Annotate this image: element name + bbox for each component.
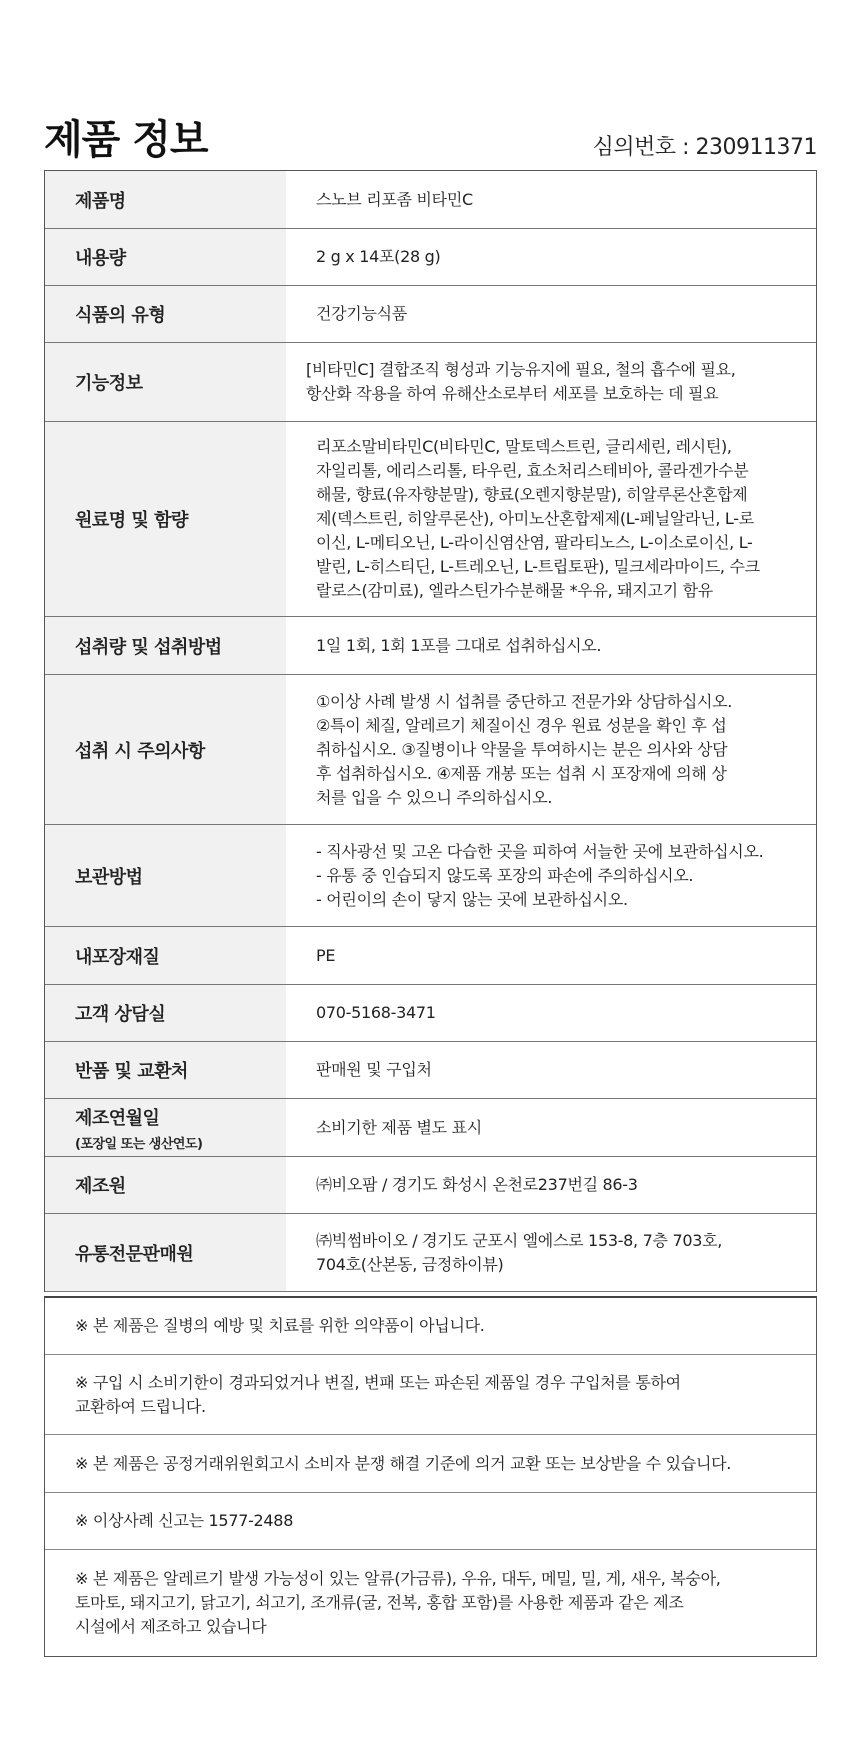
- row-value: ㈜비오팜 / 경기도 화성시 온천로237번길 86-3: [316, 1175, 638, 1194]
- row-label-cell: [45, 171, 286, 228]
- row-value: 리포소말비타민C(비타민C, 말토덱스트린, 글리세린, 레시틴), 자일리톨, 에리스리톨, 타우린, 효소처리스테비아, 콜라겐가수분 해물, 향료(유자향분말), 향료(오렌지향분말), 히알루론산혼합제 제(덱스트린, 히알루론산), 아미노산혼합제제(L-페닐알라닌, L-로 이신, L-메티오닌, L-라이신염산염, 팔라티노스, L-이소로이신, L- 발린, L-히스티딘, L-트레오닌, L-트립토판), 밀크세라마이드, 수크 랄로스(감미료), 엘라스틴가수분해물 *우유, 돼지고기 함유: [316, 437, 760, 600]
- row-value: [비타민C] 결합조직 형성과 기능유지에 필요, 철의 흡수에 필요, 항산화 작용을 하여 유해산소로부터 세포를 보호하는 데 필요: [306, 360, 736, 403]
- table-row-intake-method: [45, 617, 816, 675]
- row-value-cell: [286, 1042, 816, 1098]
- row-label: 제품명: [75, 190, 126, 212]
- row-label: 반품 및 교환처: [75, 1061, 188, 1082]
- row-value-cell: [286, 343, 816, 421]
- row-label: 식품의 유형: [75, 305, 166, 326]
- notice-item: [45, 1298, 816, 1355]
- row-value-cell: [286, 617, 816, 674]
- review-number: 심의번호 : 230911371: [592, 135, 817, 160]
- notice-text: ※ 본 제품은 공정거래위원회고시 소비자 분쟁 해결 기준에 의거 교환 또는 보상받을 수 있습니다.: [75, 1453, 732, 1473]
- row-label-cell: [45, 825, 286, 926]
- table-row-returns: [45, 1042, 816, 1099]
- row-label: 기능정보: [75, 373, 143, 394]
- row-value: 건강기능식품: [316, 304, 407, 323]
- row-sub-label: (포장일 또는 생산연도): [75, 1136, 203, 1152]
- table-row-food-type: [45, 286, 816, 343]
- table-row-customer-service: [45, 985, 816, 1042]
- page-title: 제품 정보: [44, 117, 208, 163]
- row-label-cell: [45, 1099, 286, 1156]
- page-header: [44, 108, 817, 168]
- row-label-cell: [45, 927, 286, 984]
- row-label: 보관방법: [75, 866, 143, 888]
- row-value-cell: [286, 422, 816, 616]
- row-label-cell: [45, 229, 286, 285]
- notice-text: ※ 본 제품은 질병의 예방 및 치료를 위한 의약품이 아닙니다.: [75, 1316, 485, 1335]
- row-label-cell: [45, 985, 286, 1041]
- notice-text: ※ 이상사례 신고는 1577-2488: [75, 1511, 294, 1530]
- row-value: 070-5168-3471: [316, 1003, 436, 1022]
- table-row-packaging: [45, 927, 816, 985]
- table-row-net-content: [45, 229, 816, 286]
- row-value: 소비기한 제품 별도 표시: [316, 1117, 482, 1137]
- row-value: ①이상 사례 발생 시 섭취를 중단하고 전문가와 상담하십시오. ②특이 체질, 알레르기 체질이신 경우 원료 성분을 확인 후 섭 취하십시오. ③질병이나 약물을 투여하시는 분은 의사와 상담 후 섭취하십시오. ④제품 개봉 또는 섭취 시 포장재에 의해 상 처를 입을 수 있으니 주의하십시오.: [316, 691, 733, 807]
- notice-item: [45, 1550, 816, 1656]
- row-label-cell: [45, 422, 286, 616]
- notice-item: [45, 1355, 816, 1435]
- row-value-cell: [286, 675, 816, 824]
- notice-item: [45, 1493, 816, 1550]
- row-label: 제조연월일: [75, 1107, 160, 1129]
- row-label-cell: [45, 1214, 286, 1291]
- row-label-cell: [45, 286, 286, 342]
- table-row-product-name: [45, 171, 816, 229]
- row-value-cell: [286, 229, 816, 285]
- table-row-ingredients: [45, 422, 816, 617]
- row-value: PE: [316, 945, 336, 965]
- table-row-precautions: [45, 675, 816, 825]
- row-label-cell: [45, 343, 286, 421]
- notice-item: [45, 1435, 816, 1493]
- row-label: 내포장재질: [75, 946, 160, 968]
- row-value-cell: [286, 286, 816, 342]
- table-row-storage: [45, 825, 816, 927]
- notice-text: ※ 본 제품은 알레르기 발생 가능성이 있는 알류(가금류), 우유, 대두, 메밀, 밀, 게, 새우, 복숭아, 토마토, 돼지고기, 닭고기, 쇠고기, 조개류(굴, 전복, 홍합 포함)를 사용한 제품과 같은 제조 시설에서 제조하고 있습니다: [75, 1569, 721, 1636]
- row-value: 스노브 리포좀 비타민C: [316, 189, 473, 209]
- row-label: 내용량: [75, 248, 126, 269]
- row-value-cell: [286, 1099, 816, 1156]
- row-label: 고객 상담실: [75, 1004, 166, 1025]
- row-label-cell: [45, 617, 286, 674]
- row-value: 판매원 및 구입처: [316, 1060, 432, 1079]
- row-value: 1일 1회, 1회 1포를 그대로 섭취하십시오.: [316, 635, 602, 655]
- notice-text: ※ 구입 시 소비기한이 경과되었거나 변질, 변패 또는 파손된 제품일 경우 구입처를 통하여 교환하여 드립니다.: [75, 1372, 681, 1416]
- row-label: 유통전문판매원: [75, 1243, 194, 1265]
- row-label-cell: [45, 1042, 286, 1098]
- row-value-cell: [286, 927, 816, 984]
- table-row-manufacturer: [45, 1157, 816, 1214]
- notice-box: [44, 1296, 817, 1657]
- row-label: 원료명 및 함량: [75, 510, 188, 531]
- row-label-cell: [45, 1157, 286, 1213]
- row-value-cell: [286, 825, 816, 926]
- row-label-cell: [45, 675, 286, 824]
- row-value: - 직사광선 및 고온 다습한 곳을 피하여 서늘한 곳에 보관하십시오. - 유통 중 인습되지 않도록 포장의 파손에 주의하십시오. - 어린이의 손이 닿지 않는 곳에 보관하십시오.: [316, 841, 764, 909]
- row-value-cell: [286, 985, 816, 1041]
- table-row-function-info: [45, 343, 816, 422]
- row-value-cell: [286, 171, 816, 228]
- product-info-table: [44, 170, 817, 1292]
- row-label: 제조원: [75, 1176, 126, 1197]
- row-value: 2 g x 14포(28 g): [316, 247, 441, 266]
- row-value: ㈜빅썸바이오 / 경기도 군포시 엘에스로 153-8, 7층 703호, 704호(산본동, 금정하이뷰): [316, 1230, 723, 1274]
- row-value-cell: [286, 1157, 816, 1213]
- row-label: 섭취량 및 섭취방법: [75, 636, 222, 658]
- table-row-manufacture-date: [45, 1099, 816, 1157]
- row-value-cell: [286, 1214, 816, 1291]
- table-row-distributor: [45, 1214, 816, 1292]
- row-label: 섭취 시 주의사항: [75, 740, 205, 762]
